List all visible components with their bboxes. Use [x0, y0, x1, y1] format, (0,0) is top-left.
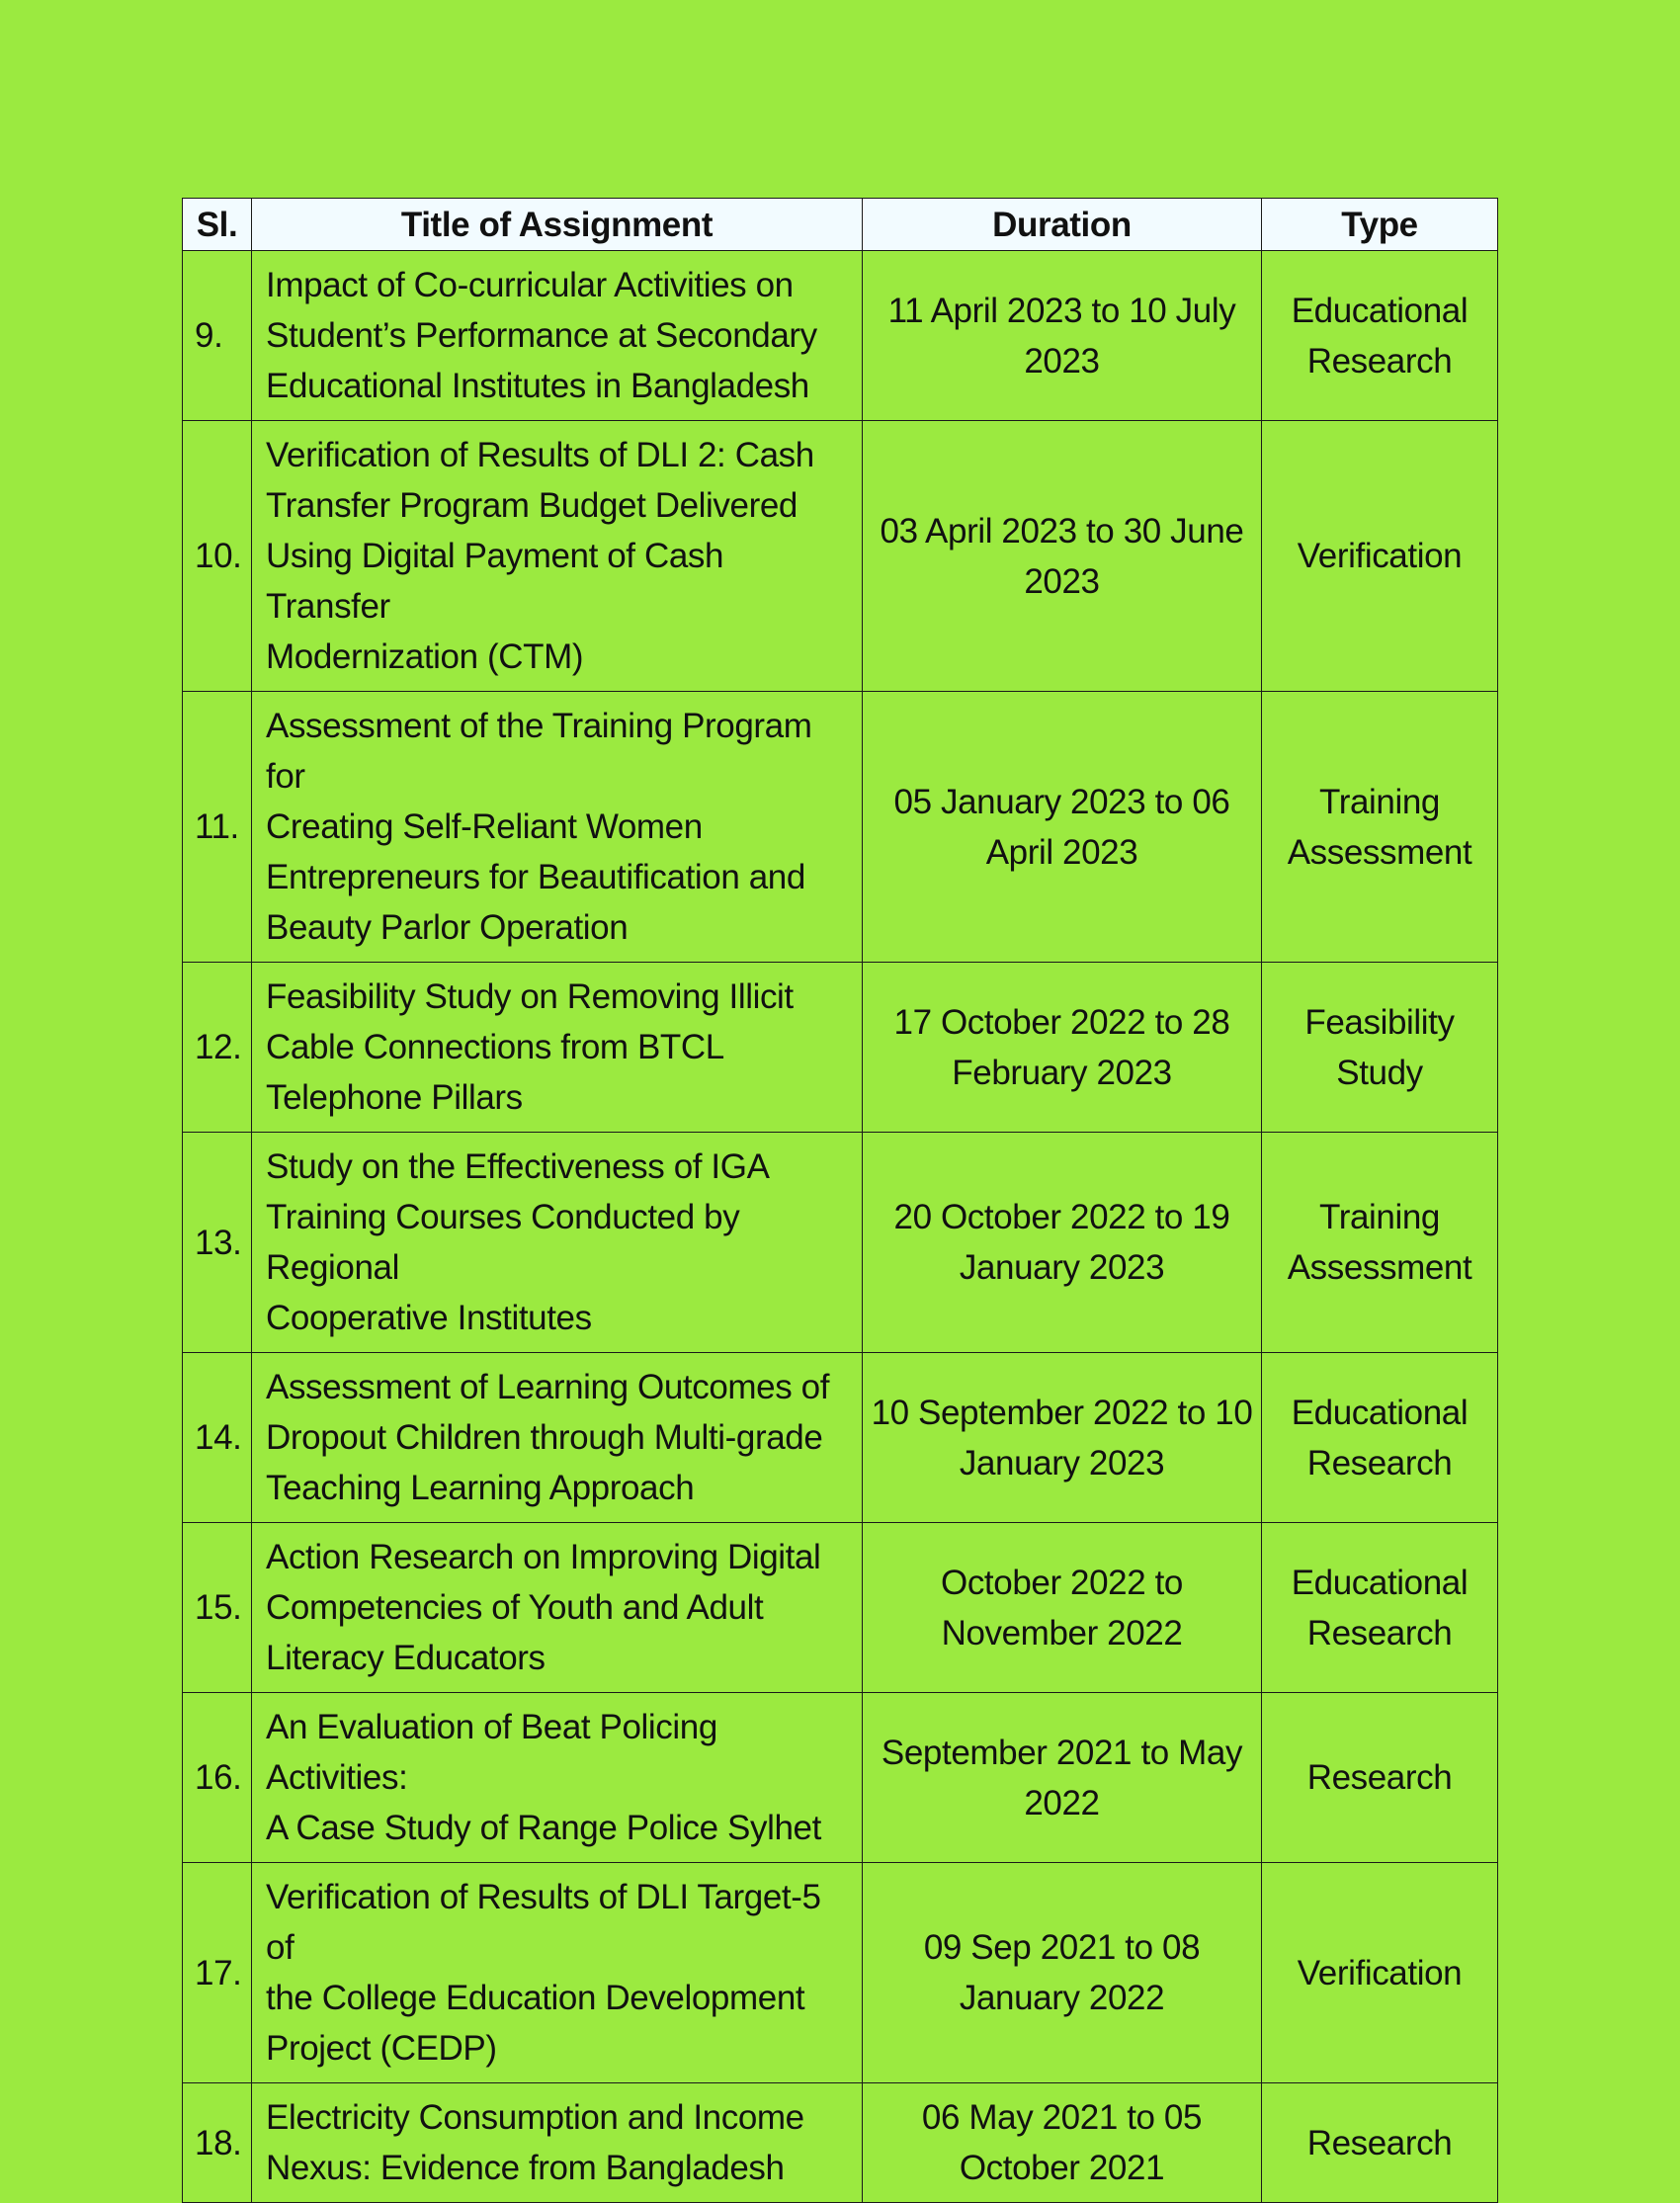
- assignments-table: [182, 198, 1498, 2203]
- cell-sl: 9.: [183, 251, 252, 421]
- cell-duration: [863, 1523, 1262, 1693]
- cell-duration-line: 20 October 2022 to 19: [893, 1198, 1230, 1236]
- cell-title-line: Entrepreneurs for Beautification and: [266, 858, 805, 896]
- cell-sl: 14.: [183, 1353, 252, 1523]
- cell-sl: 18.: [183, 2083, 252, 2203]
- cell-duration-line: October 2021: [959, 2149, 1165, 2187]
- cell-title-line: Transfer Program Budget Delivered: [266, 486, 798, 525]
- cell-type-line: Research: [1306, 1443, 1453, 1483]
- cell-title-line: Impact of Co-curricular Activities on: [266, 266, 794, 304]
- header-type: Type: [1262, 199, 1498, 251]
- cell-type: [1262, 963, 1498, 1133]
- cell-title-line: Feasibility Study on Removing Illicit: [266, 977, 794, 1016]
- cell-title-line: Cooperative Institutes: [266, 1299, 592, 1337]
- cell-type: [1262, 1693, 1498, 1863]
- cell-title-line: Nexus: Evidence from Bangladesh: [266, 2149, 785, 2187]
- cell-title-line: Dropout Children through Multi-grade: [266, 1418, 823, 1457]
- cell-duration-line: January 2023: [959, 1248, 1165, 1287]
- cell-title-line: Project (CEDP): [266, 2029, 497, 2068]
- cell-duration-line: 09 Sep 2021 to 08: [923, 1928, 1201, 1967]
- cell-type: [1262, 251, 1498, 421]
- cell-title: [252, 1133, 863, 1353]
- cell-title-line: Cable Connections from BTCL: [266, 1028, 724, 1066]
- cell-title-line: Training Courses Conducted by Regional: [266, 1198, 740, 1287]
- cell-title-line: An Evaluation of Beat Policing Activities:: [266, 1708, 717, 1797]
- cell-title-line: Teaching Learning Approach: [266, 1469, 695, 1507]
- cell-sl: 15.: [183, 1523, 252, 1693]
- cell-title: [252, 1693, 863, 1863]
- header-row: [183, 199, 1498, 251]
- cell-type: [1262, 421, 1498, 692]
- cell-type-line: Feasibility: [1304, 1002, 1455, 1042]
- table-row: [183, 1353, 1498, 1523]
- cell-title-line: Action Research on Improving Digital: [266, 1538, 821, 1576]
- cell-duration-line: October 2022 to: [941, 1563, 1183, 1602]
- cell-title-line: Study on the Effectiveness of IGA: [266, 1147, 770, 1186]
- cell-type-line: Training: [1319, 782, 1440, 821]
- cell-sl: 12.: [183, 963, 252, 1133]
- cell-title-line: Telephone Pillars: [266, 1078, 523, 1117]
- table-row: [183, 1863, 1498, 2083]
- cell-duration-line: 2022: [1024, 1783, 1100, 1822]
- cell-type-line: Assessment: [1287, 832, 1472, 872]
- table-row: [183, 251, 1498, 421]
- cell-duration: [863, 421, 1262, 692]
- cell-duration: [863, 1133, 1262, 1353]
- cell-title-line: Modernization (CTM): [266, 637, 584, 676]
- cell-title: [252, 421, 863, 692]
- cell-type-line: Research: [1306, 1758, 1453, 1797]
- cell-type-line: Training: [1319, 1198, 1440, 1236]
- cell-duration-line: 11 April 2023 to 10 July: [887, 291, 1236, 330]
- cell-type-line: Study: [1336, 1053, 1423, 1092]
- cell-title: [252, 251, 863, 421]
- table-row: [183, 421, 1498, 692]
- cell-type-line: Educational: [1291, 1563, 1469, 1602]
- cell-type-line: Assessment: [1287, 1248, 1472, 1287]
- cell-type-line: Educational: [1291, 1393, 1469, 1432]
- cell-type-line: Educational: [1291, 291, 1469, 330]
- cell-type: [1262, 692, 1498, 963]
- cell-sl: 13.: [183, 1133, 252, 1353]
- cell-title: [252, 692, 863, 963]
- cell-sl: 16.: [183, 1693, 252, 1863]
- cell-title-line: the College Education Development: [266, 1979, 805, 2017]
- assignments-table-wrapper: [182, 198, 1497, 2203]
- cell-type: [1262, 2083, 1498, 2203]
- cell-type: [1262, 1133, 1498, 1353]
- cell-duration-line: 2023: [1024, 341, 1100, 381]
- cell-duration-line: 10 September 2022 to 10: [871, 1393, 1253, 1432]
- cell-duration-line: April 2023: [985, 832, 1138, 872]
- table-row: [183, 692, 1498, 963]
- cell-sl: 10.: [183, 421, 252, 692]
- cell-sl: 11.: [183, 692, 252, 963]
- cell-duration-line: 06 May 2021 to 05: [921, 2098, 1203, 2137]
- cell-type-line: Research: [1306, 2123, 1453, 2162]
- cell-title: [252, 1863, 863, 2083]
- cell-title-line: Verification of Results of DLI 2: Cash: [266, 436, 814, 474]
- cell-duration: [863, 2083, 1262, 2203]
- cell-title-line: Student’s Performance at Secondary: [266, 316, 817, 355]
- cell-type-line: Research: [1306, 341, 1453, 381]
- cell-title-line: Assessment of Learning Outcomes of: [266, 1368, 830, 1406]
- header-sl: Sl.: [183, 199, 252, 251]
- header-duration: Duration: [863, 199, 1262, 251]
- table-body: [183, 251, 1498, 2203]
- table-row: [183, 1523, 1498, 1693]
- cell-title-line: A Case Study of Range Police Sylhet: [266, 1809, 821, 1847]
- cell-duration: [863, 692, 1262, 963]
- cell-title: [252, 963, 863, 1133]
- cell-duration: [863, 1693, 1262, 1863]
- cell-title-line: Creating Self-Reliant Women: [266, 807, 703, 846]
- cell-duration-line: 2023: [1024, 561, 1100, 601]
- cell-title-line: Assessment of the Training Program for: [266, 707, 812, 796]
- cell-duration-line: 17 October 2022 to 28: [893, 1002, 1230, 1042]
- cell-duration-line: January 2022: [959, 1979, 1165, 2017]
- cell-type: [1262, 1523, 1498, 1693]
- header-title: Title of Assignment: [252, 199, 863, 251]
- cell-title-line: Verification of Results of DLI Target-5 of: [266, 1878, 821, 1967]
- cell-type: [1262, 1353, 1498, 1523]
- cell-title-line: Using Digital Payment of Cash Transfer: [266, 537, 724, 626]
- cell-title: [252, 1353, 863, 1523]
- cell-title-line: Competencies of Youth and Adult: [266, 1588, 764, 1627]
- cell-duration-line: September 2021 to May: [881, 1733, 1243, 1772]
- cell-title-line: Beauty Parlor Operation: [266, 908, 629, 947]
- cell-duration-line: February 2023: [952, 1053, 1172, 1092]
- cell-duration-line: January 2023: [959, 1443, 1165, 1483]
- cell-duration: [863, 1863, 1262, 2083]
- table-row: [183, 1133, 1498, 1353]
- cell-duration: [863, 963, 1262, 1133]
- cell-duration-line: November 2022: [941, 1613, 1183, 1652]
- table-row: [183, 1693, 1498, 1863]
- cell-title: [252, 2083, 863, 2203]
- cell-duration: [863, 1353, 1262, 1523]
- cell-type-line: Verification: [1297, 1953, 1463, 1992]
- table-row: [183, 963, 1498, 1133]
- cell-duration-line: 05 January 2023 to 06: [893, 782, 1230, 821]
- cell-sl: 17.: [183, 1863, 252, 2083]
- cell-title: [252, 1523, 863, 1693]
- cell-title-line: Educational Institutes in Bangladesh: [266, 367, 809, 405]
- cell-duration: [863, 251, 1262, 421]
- table-header: [183, 199, 1498, 251]
- table-row: [183, 2083, 1498, 2203]
- cell-duration-line: 03 April 2023 to 30 June: [880, 511, 1244, 551]
- cell-type-line: Research: [1306, 1613, 1453, 1652]
- cell-type-line: Verification: [1297, 537, 1463, 575]
- cell-title-line: Literacy Educators: [266, 1639, 546, 1677]
- cell-type: [1262, 1863, 1498, 2083]
- cell-title-line: Electricity Consumption and Income: [266, 2098, 804, 2137]
